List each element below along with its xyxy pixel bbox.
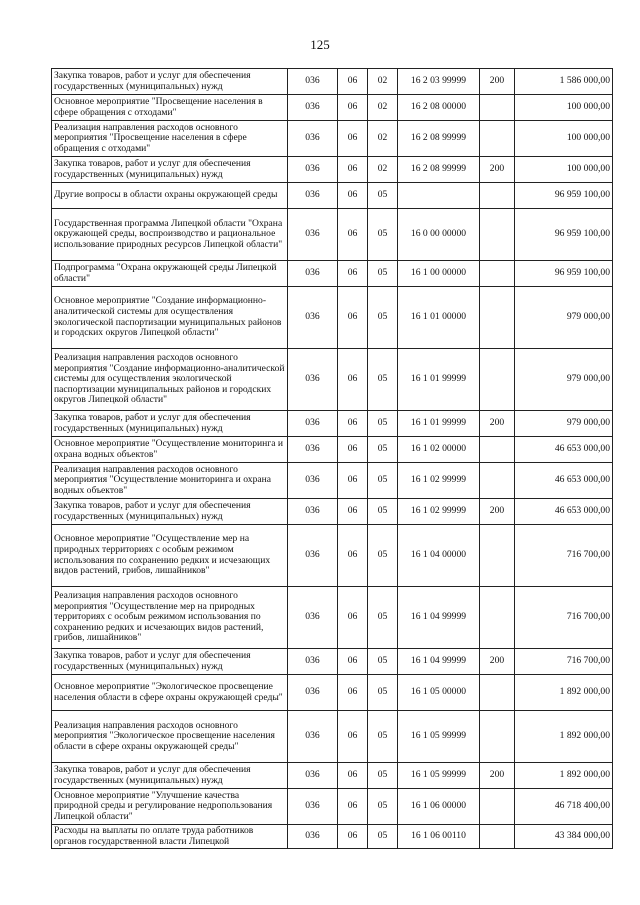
amount-cell: 1 892 000,00 [515,711,613,763]
ministry-code-cell: 036 [288,95,338,121]
amount-cell: 716 700,00 [515,587,613,649]
subsection-code-cell: 05 [368,411,398,437]
target-article-cell: 16 1 05 99999 [398,763,480,789]
expense-type-cell [480,183,515,209]
target-article-cell: 16 1 02 99999 [398,463,480,499]
item-name-cell: Закупка товаров, работ и услуг для обеспечения государственных (муниципальных) нужд [52,157,288,183]
subsection-code-cell: 02 [368,157,398,183]
target-article-cell: 16 1 04 99999 [398,649,480,675]
amount-cell: 979 000,00 [515,411,613,437]
item-name-cell: Реализация направления расходов основного мероприятия "Просвещение населения в сфере обращения с отходами" [52,121,288,157]
subsection-code-cell: 05 [368,711,398,763]
table-row [52,349,613,411]
table-row [52,789,613,825]
item-name-cell: Основное мероприятие "Экологическое просвещение населения области в сфере охраны окружающей среды" [52,675,288,711]
section-code-cell: 06 [338,587,368,649]
table-row [52,209,613,261]
target-article-cell: 16 1 04 99999 [398,587,480,649]
table-row [52,69,613,95]
expense-type-cell [480,463,515,499]
expense-type-cell [480,825,515,849]
amount-cell: 46 718 400,00 [515,789,613,825]
ministry-code-cell: 036 [288,675,338,711]
section-code-cell: 06 [338,711,368,763]
section-code-cell: 06 [338,121,368,157]
amount-cell: 96 959 100,00 [515,183,613,209]
expense-type-cell: 200 [480,411,515,437]
target-article-cell: 16 0 00 00000 [398,209,480,261]
section-code-cell: 06 [338,209,368,261]
section-code-cell: 06 [338,499,368,525]
ministry-code-cell: 036 [288,349,338,411]
target-article-cell: 16 2 08 99999 [398,121,480,157]
expense-type-cell [480,789,515,825]
ministry-code-cell: 036 [288,121,338,157]
target-article-cell: 16 2 08 00000 [398,95,480,121]
ministry-code-cell: 036 [288,649,338,675]
item-name-cell: Основное мероприятие "Создание информационно-аналитической системы для осуществления экологической паспортизации муниципальных районов и городских округов Липецкой области" [52,287,288,349]
item-name-cell: Основное мероприятие "Осуществление мер на природных территориях с особым режимом использования по сохранению редких и исчезающих видов растений, грибов, лишайников" [52,525,288,587]
expense-type-cell: 200 [480,69,515,95]
amount-cell: 979 000,00 [515,349,613,411]
section-code-cell: 06 [338,763,368,789]
ministry-code-cell: 036 [288,69,338,95]
target-article-cell: 16 2 03 99999 [398,69,480,95]
section-code-cell: 06 [338,525,368,587]
item-name-cell: Реализация направления расходов основного мероприятия "Создание информационно-аналитической системы для осуществления экологической паспортизации муниципальных районов и городских округов Липецкой области" [52,349,288,411]
ministry-code-cell: 036 [288,463,338,499]
amount-cell: 1 892 000,00 [515,763,613,789]
expense-type-cell: 200 [480,763,515,789]
amount-cell: 716 700,00 [515,525,613,587]
subsection-code-cell: 05 [368,825,398,849]
ministry-code-cell: 036 [288,825,338,849]
ministry-code-cell: 036 [288,437,338,463]
subsection-code-cell: 05 [368,763,398,789]
amount-cell: 46 653 000,00 [515,499,613,525]
target-article-cell: 16 1 02 99999 [398,499,480,525]
item-name-cell: Основное мероприятие "Просвещение населения в сфере обращения с отходами" [52,95,288,121]
ministry-code-cell: 036 [288,525,338,587]
table-body [52,69,613,849]
table-row [52,499,613,525]
expense-type-cell: 200 [480,157,515,183]
item-name-cell: Расходы на выплаты по оплате труда работников органов государственной власти Липецкой [52,825,288,849]
table-row [52,95,613,121]
amount-cell: 100 000,00 [515,95,613,121]
table-row [52,157,613,183]
target-article-cell: 16 2 08 99999 [398,157,480,183]
expense-type-cell [480,287,515,349]
expense-type-cell [480,95,515,121]
section-code-cell: 06 [338,411,368,437]
expense-type-cell [480,711,515,763]
subsection-code-cell: 05 [368,209,398,261]
section-code-cell: 06 [338,463,368,499]
target-article-cell: 16 1 01 99999 [398,349,480,411]
ministry-code-cell: 036 [288,789,338,825]
item-name-cell: Реализация направления расходов основного мероприятия "Осуществление мер на природных территориях с особым режимом использования по сохранению редких и исчезающих видов растений, грибов, лишайников" [52,587,288,649]
table-row [52,711,613,763]
table-row [52,183,613,209]
item-name-cell: Государственная программа Липецкой области "Охрана окружающей среды, воспроизводство и рациональное использование природных ресурсов Липецкой области" [52,209,288,261]
table-row [52,825,613,849]
amount-cell: 716 700,00 [515,649,613,675]
table-row [52,763,613,789]
expense-type-cell [480,209,515,261]
table-row [52,649,613,675]
ministry-code-cell: 036 [288,157,338,183]
table-row [52,287,613,349]
item-name-cell: Основное мероприятие "Улучшение качества природной среды и регулирование недропользования Липецкой области" [52,789,288,825]
expense-type-cell [480,587,515,649]
table-row [52,525,613,587]
ministry-code-cell: 036 [288,287,338,349]
table-row [52,261,613,287]
subsection-code-cell: 05 [368,789,398,825]
section-code-cell: 06 [338,261,368,287]
expense-type-cell: 200 [480,649,515,675]
table-row [52,121,613,157]
subsection-code-cell: 02 [368,95,398,121]
item-name-cell: Подпрограмма "Охрана окружающей среды Липецкой области" [52,261,288,287]
item-name-cell: Закупка товаров, работ и услуг для обеспечения государственных (муниципальных) нужд [52,411,288,437]
section-code-cell: 06 [338,789,368,825]
amount-cell: 96 959 100,00 [515,209,613,261]
item-name-cell: Закупка товаров, работ и услуг для обеспечения государственных (муниципальных) нужд [52,763,288,789]
ministry-code-cell: 036 [288,587,338,649]
table-row [52,463,613,499]
subsection-code-cell: 05 [368,261,398,287]
item-name-cell: Реализация направления расходов основного мероприятия "Экологическое просвещение населения области в сфере охраны окружающей среды" [52,711,288,763]
subsection-code-cell: 05 [368,437,398,463]
target-article-cell: 16 1 04 00000 [398,525,480,587]
table-row [52,587,613,649]
amount-cell: 100 000,00 [515,157,613,183]
subsection-code-cell: 05 [368,287,398,349]
section-code-cell: 06 [338,95,368,121]
item-name-cell: Закупка товаров, работ и услуг для обеспечения государственных (муниципальных) нужд [52,499,288,525]
subsection-code-cell: 05 [368,587,398,649]
ministry-code-cell: 036 [288,711,338,763]
subsection-code-cell: 05 [368,649,398,675]
table-row [52,411,613,437]
amount-cell: 100 000,00 [515,121,613,157]
page-number: 125 [310,37,330,52]
ministry-code-cell: 036 [288,261,338,287]
section-code-cell: 06 [338,825,368,849]
amount-cell: 1 586 000,00 [515,69,613,95]
amount-cell: 96 959 100,00 [515,261,613,287]
table-row [52,675,613,711]
item-name-cell: Реализация направления расходов основного мероприятия "Осуществление мониторинга и охрана водных объектов" [52,463,288,499]
subsection-code-cell: 05 [368,499,398,525]
table-row [52,437,613,463]
subsection-code-cell: 05 [368,183,398,209]
item-name-cell: Основное мероприятие "Осуществление мониторинга и охрана водных объектов" [52,437,288,463]
subsection-code-cell: 05 [368,525,398,587]
section-code-cell: 06 [338,349,368,411]
target-article-cell: 16 1 01 00000 [398,287,480,349]
section-code-cell: 06 [338,649,368,675]
subsection-code-cell: 02 [368,69,398,95]
item-name-cell: Закупка товаров, работ и услуг для обеспечения государственных (муниципальных) нужд [52,649,288,675]
expense-type-cell [480,349,515,411]
subsection-code-cell: 05 [368,675,398,711]
expense-type-cell [480,437,515,463]
ministry-code-cell: 036 [288,499,338,525]
subsection-code-cell: 02 [368,121,398,157]
expense-type-cell [480,121,515,157]
target-article-cell: 16 1 05 00000 [398,675,480,711]
amount-cell: 979 000,00 [515,287,613,349]
amount-cell: 43 384 000,00 [515,825,613,849]
subsection-code-cell: 05 [368,349,398,411]
item-name-cell: Другие вопросы в области охраны окружающей среды [52,183,288,209]
section-code-cell: 06 [338,437,368,463]
section-code-cell: 06 [338,183,368,209]
section-code-cell: 06 [338,69,368,95]
target-article-cell: 16 1 06 00000 [398,789,480,825]
amount-cell: 1 892 000,00 [515,675,613,711]
expense-type-cell: 200 [480,499,515,525]
ministry-code-cell: 036 [288,183,338,209]
ministry-code-cell: 036 [288,209,338,261]
budget-table [51,68,613,849]
target-article-cell [398,183,480,209]
amount-cell: 46 653 000,00 [515,437,613,463]
section-code-cell: 06 [338,157,368,183]
expense-type-cell [480,261,515,287]
target-article-cell: 16 1 06 00110 [398,825,480,849]
target-article-cell: 16 1 05 99999 [398,711,480,763]
target-article-cell: 16 1 01 99999 [398,411,480,437]
expense-type-cell [480,525,515,587]
amount-cell: 46 653 000,00 [515,463,613,499]
target-article-cell: 16 1 02 00000 [398,437,480,463]
section-code-cell: 06 [338,287,368,349]
subsection-code-cell: 05 [368,463,398,499]
section-code-cell: 06 [338,675,368,711]
expense-type-cell [480,675,515,711]
item-name-cell: Закупка товаров, работ и услуг для обеспечения государственных (муниципальных) нужд [52,69,288,95]
ministry-code-cell: 036 [288,411,338,437]
ministry-code-cell: 036 [288,763,338,789]
target-article-cell: 16 1 00 00000 [398,261,480,287]
